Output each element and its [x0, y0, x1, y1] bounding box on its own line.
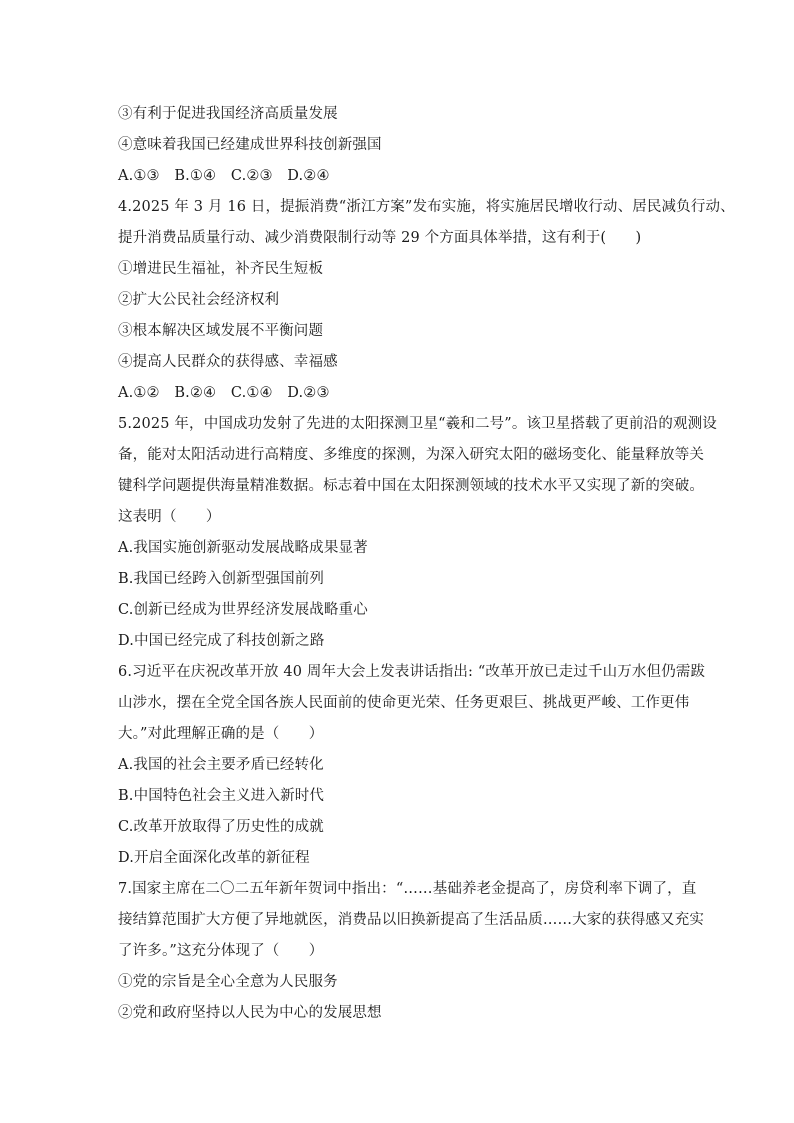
text-line: 提升消费品质量行动、减少消费限制行动等 29 个方面具体举措，这有利于( ) — [118, 230, 642, 246]
text-line: ③有利于促进我国经济高质量发展 — [118, 106, 338, 122]
text-line: B.我国已经跨入创新型强国前列 — [118, 571, 325, 587]
text-line: ④提高人民群众的获得感、幸福感 — [118, 354, 338, 370]
text-line: 这表明（ ） — [118, 509, 221, 525]
text-line: A.我国实施创新驱动发展战略成果显著 — [118, 540, 368, 556]
text-line: ④意味着我国已经建成世界科技创新强国 — [118, 137, 382, 153]
text-line: ③根本解决区域发展不平衡问题 — [118, 323, 324, 339]
text-line: A.①② B.②④ C.①④ D.②③ — [118, 385, 330, 401]
question-4-stem: 4.2025 年 3 月 16 日，提振消费“浙江方案”发布实施，将实施居民增收行动、居民减负行动、 — [118, 199, 735, 215]
text-line: ①增进民生福祉，补齐民生短板 — [118, 261, 324, 277]
text-line: 大。”对此理解正确的是（ ） — [118, 726, 324, 742]
text-line: C.改革开放取得了历史性的成就 — [118, 819, 324, 835]
text-line: 键科学问题提供海量精准数据。标志着中国在太阳探测领域的技术水平又实现了新的突破。 — [118, 478, 704, 494]
question-7-stem: 7.国家主席在二〇二五年新年贺词中指出：“……基础养老金提高了，房贷利率下调了，直 — [118, 881, 697, 897]
text-line: ②扩大公民社会经济权利 — [118, 292, 280, 308]
text-line: 了许多。”这充分体现了（ ） — [118, 943, 324, 959]
question-6-stem: 6.习近平在庆祝改革开放 40 周年大会上发表讲话指出: “改革开放已走过千山万水但仍需跋 — [118, 664, 706, 680]
text-line: A.①③ B.①④ C.②③ D.②④ — [118, 168, 330, 184]
text-line: D.开启全面深化改革的新征程 — [118, 850, 310, 866]
text-line: D.中国已经完成了科技创新之路 — [118, 633, 325, 649]
text-line: C.创新已经成为世界经济发展战略重心 — [118, 602, 368, 618]
text-line: 备，能对太阳活动进行高精度、多维度的探测，为深入研究太阳的磁场变化、能量释放等关 — [118, 447, 704, 463]
text-line: A.我国的社会主要矛盾已经转化 — [118, 757, 324, 773]
text-line: ①党的宗旨是全心全意为人民服务 — [118, 974, 338, 990]
question-5-stem: 5.2025 年，中国成功发射了先进的太阳探测卫星“羲和二号”。该卫星搭载了更前沿的观测设 — [118, 416, 717, 432]
text-line: B.中国特色社会主义进入新时代 — [118, 788, 325, 804]
text-line: 接结算范围扩大方便了异地就医，消费品以旧换新提高了生活品质……大家的获得感又充实 — [118, 912, 704, 928]
text-line: 山涉水，摆在全党全国各族人民面前的使命更光荣、任务更艰巨、挑战更严峻、工作更伟 — [118, 695, 690, 711]
text-line: ②党和政府坚持以人民为中心的发展思想 — [118, 1005, 382, 1021]
